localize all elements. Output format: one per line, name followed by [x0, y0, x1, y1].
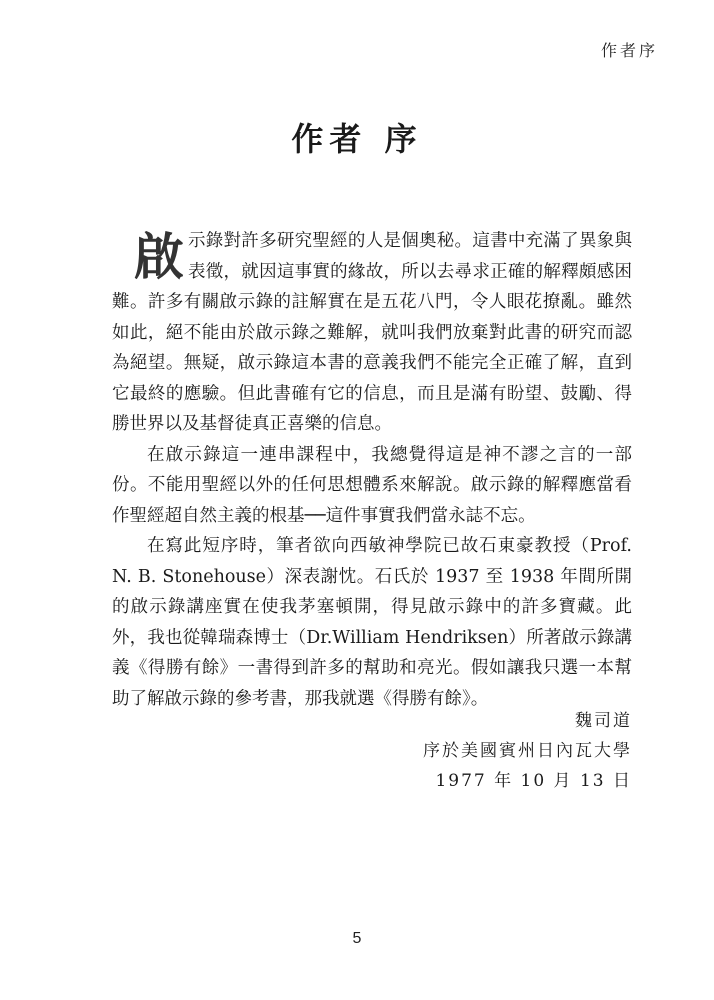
- page-title: 作者 序: [291, 120, 423, 158]
- signature-block: [423, 706, 632, 796]
- paragraph-1: [112, 226, 632, 440]
- running-header: 作者序: [600, 41, 658, 60]
- signature-date: 1977 年 10 月 13 日: [435, 771, 632, 791]
- signature-place: 序於美國賓州日內瓦大學: [423, 741, 632, 761]
- page-number: 5: [352, 930, 362, 947]
- preface-body: [112, 226, 632, 714]
- paragraph-1-text: 示錄對許多研究聖經的人是個奧秘。這書中充滿了異象與表徵，就因這事實的緣故，所以去尋求正確的解釋頗感困難。許多有關啟示錄的註解實在是五花八門，令人眼花撩亂。雖然如此，絕不能由於啟示錄之難解，就叫我們放棄對此書的研究而認為絕望。無疑，啟示錄這本書的意義我們不能完全正確了解，直到它最終的應驗。但此書確有它的信息，而且是滿有盼望、鼓勵、得勝世界以及基督徒真正喜樂的信息。: [112, 231, 632, 434]
- drop-cap: 啟: [134, 227, 184, 286]
- signature-author: 魏司道: [575, 711, 632, 731]
- paragraph-2: 在啟示錄這一連串課程中，我總覺得這是神不謬之言的一部份。不能用聖經以外的任何思想體系來解說。啟示錄的解釋應當看作聖經超自然主義的根基──這件事實我們當永誌不忘。: [112, 444, 632, 526]
- paragraph-3: 在寫此短序時，筆者欲向西敏神學院已故石東豪教授（Prof. N. B. Stonehouse）深表謝忱。石氏於 1937 至 1938 年間所開的啟示錄講座實在使我茅塞頓開，得見啟示錄中的許多寶藏。此外，我也從韓瑞森博士（Dr.William Hendriksen）所著啟示錄講義《得勝有餘》一書得到許多的幫助和亮光。假如讓我只選一本幫助了解啟示錄的參考書，那我就選《得勝有餘》。: [112, 536, 632, 709]
